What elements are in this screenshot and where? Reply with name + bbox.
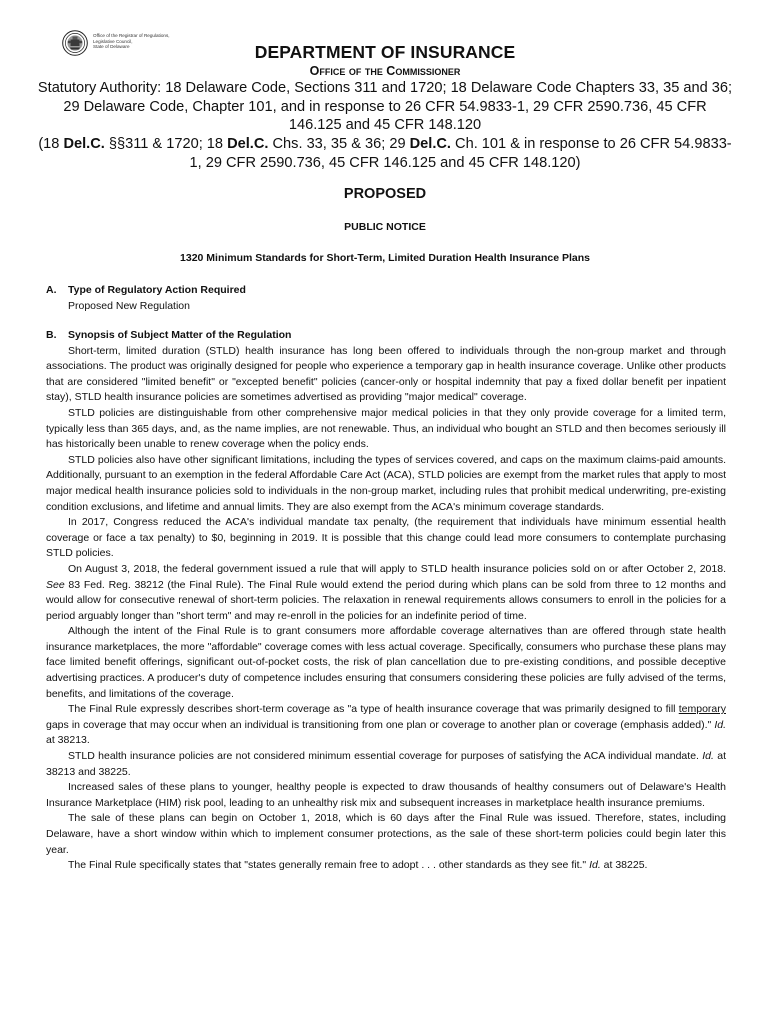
paragraph-text: The Final Rule expressly describes short-term coverage as "a type of health insurance coverage that was primarily designed to fill [68, 703, 679, 716]
statutory-authority: Statutory Authority: 18 Delaware Code, Sections 311 and 1720; 18 Delaware Code Chapters 33, 35 and 36; 29 Delaware Code, Chapter 101, and in response to 26 CFR 54.9833-1, 29 CFR 2590.736, 45 CFR 146.125 and 45 CFR 148.120 [37, 80, 733, 134]
citation-code: Del.C. [227, 136, 269, 152]
paragraph: STLD policies are distinguishable from other comprehensive major medical policies in that they only provide coverage for a limited term, typically less than 365 days, and, as the name implies, are not renewable. Thus, an individual who bought an STLD and then becomes seriously ill has historically been unable to renew coverage when the policy ends. [46, 406, 726, 451]
section-title: Synopsis of Subject Matter of the Regulation [68, 329, 292, 341]
paragraph-text: 83 Fed. Reg. 38212 (the Final Rule). The Final Rule would extend the period during which plans can be sold from three to 12 months and would allow for consecutive renewal of short-term policies. The relaxation in renewal requirements allows consumers to enroll in the policies for a period arguably longer than "short term" and may re-enroll in the policies for an indefinite period of time. [46, 578, 726, 622]
section-a [46, 283, 726, 314]
citation-signal: See [46, 578, 65, 591]
section-heading [46, 283, 726, 299]
citation-text: (18 [38, 136, 64, 152]
seal-line: State of Delaware [93, 44, 130, 50]
seal-line: Office of the Registrar of Regulations, [93, 33, 170, 38]
citation-signal: Id. [714, 718, 726, 731]
department-title: DEPARTMENT OF INSURANCE [254, 42, 516, 62]
paragraph: In 2017, Congress reduced the ACA's individual mandate tax penalty, (the requirement that individuals have minimum essential health coverage or face a tax penalty) to $0, beginning in 2019. It is possible that this change could lead more consumers to contemplate purchasing STLD policies. [46, 516, 726, 560]
paragraph-text: The Final Rule specifically states that "states generally remain free to adopt . . . other standards as they see fit." [68, 859, 590, 872]
citation-signal: Id. [702, 750, 714, 763]
office-title: Office of the Commissioner [309, 64, 461, 78]
paragraph [46, 562, 726, 624]
paragraph-text: at 38213. [46, 734, 90, 747]
paragraph-text: at 38213 and 38225. [46, 750, 726, 778]
seal-line: Legislative Council, [93, 38, 133, 44]
citation-text: §§311 & 1720; 18 [104, 136, 228, 152]
emphasis-text: temporary [678, 703, 726, 716]
regulation-title: 1320 Minimum Standards for Short-Term, Limited Duration Health Insurance Plans [180, 252, 590, 264]
public-notice-heading: PUBLIC NOTICE [344, 221, 426, 233]
paragraph-text: STLD health insurance policies are not considered minimum essential coverage for purposes of satisfying the ACA individual mandate. [68, 750, 703, 763]
paragraph [46, 858, 726, 874]
citation-text: Chs. 33, 35 & 36; 29 [268, 136, 410, 152]
paragraph-text: at 38225. [600, 859, 648, 872]
paragraph [46, 702, 726, 749]
section-body: Proposed New Regulation [68, 299, 190, 312]
paragraph: Increased sales of these plans to younger, healthy people is expected to draw thousands of healthy consumers out of Delaware's Health Insurance Marketplace (HIM) risk pool, leading to an unhealthy risk mix and subsequent increases in marketplace health insurance premiums. [46, 781, 726, 809]
citation-text: Ch. 101 & in response to 26 CFR 54.9833-1, 29 CFR 2590.736, 45 CFR 146.125 and 45 CFR 148.120) [189, 136, 732, 171]
section-letter: B. [46, 329, 57, 341]
section-heading [46, 328, 726, 344]
paragraph-text: On August 3, 2018, the federal government issued a rule that will apply to STLD health insurance policies sold on or after October 2, 2018. [68, 562, 726, 575]
paragraph: Although the intent of the Final Rule is to grant consumers more affordable coverage alternatives than are offered through state health insurance marketplaces, the more "affordable" coverage comes with less actual coverage. Specifically, consumers who purchase these plans may face limited benefit offerings, significant out-of-pocket costs, the risk of plan cancellation due to pre-existing conditions, and possible deceptive advertising practices. A producer's duty of competence includes ensuring that consumers considering these policies are fully advised of the terms, benefits, and limitations of the coverage. [46, 625, 726, 700]
status-heading: PROPOSED [343, 186, 427, 202]
paragraph: The sale of these plans can begin on October 1, 2018, which is 60 days after the Final Rule was issued. Therefore, states, including Delaware, have a short window within which to implement consumer protections, as the sale of these short-term policies could begin later this year. [46, 812, 726, 856]
paragraph-text: gaps in coverage that may occur when an individual is transitioning from one plan or coverage to another plan or coverage (emphasis added)." [46, 718, 715, 731]
section-b [46, 328, 726, 874]
citation-signal: Id. [589, 859, 601, 872]
section-letter: A. [46, 284, 57, 296]
section-title: Type of Regulatory Action Required [68, 284, 246, 296]
paragraph: Short-term, limited duration (STLD) health insurance has long been offered to individuals through the non-group market and through associations. The product was originally designed for people who experience a temporary gap in health insurance coverage. Unlike other products that are considered "limited benefit" or "excepted benefit" policies (cancer-only or hospital indemnity that pay a fixed dollar benefit per inpatient stay), STLD health insurance policies are sometimes advertised as providing "major medical" coverage. [46, 344, 726, 404]
citation-code: Del.C. [63, 136, 105, 152]
statutory-citation [36, 135, 734, 172]
paragraph: STLD policies also have other significant limitations, including the types of services covered, and caps on the maximum claims-paid amounts. Additionally, pursuant to an exemption in the federal Affordable Care Act (ACA), STLD policies are exempt from the market rules that apply to most major medical health insurance policies sold to individuals in the non-group market, including rules that prohibit medical underwriting, pre-existing condition exclusions, and lifetime and annual limits. They are also exempt from the ACA's minimum coverage standards. [46, 453, 726, 513]
citation-code: Del.C. [409, 136, 451, 152]
paragraph [46, 749, 726, 780]
